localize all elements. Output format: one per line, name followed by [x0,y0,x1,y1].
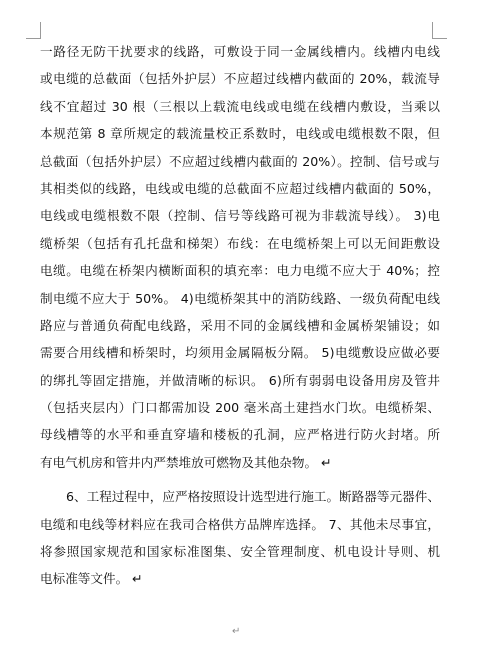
text-line: 的绑扎等固定措施，并做清晰的标识。 6)所有弱弱电设备用房及管井 [40,372,440,388]
text-line: 母线槽等的水平和垂直穿墙和楼板的孔洞，应严格进行防火封堵。所 [40,427,440,443]
text-line: 电缆和电线等材料应在我司合格供方品牌库选择。 7、其他未尽事宜， [40,516,440,532]
text-line: 总截面（包括外护层）不应超过线槽内截面的 20%）。控制、信号或与 [40,153,440,169]
text-line: 电缆。电缆在桥架内横断面积的填充率：电力电缆不应大于 40%；控 [40,263,440,279]
text-line: 其相类似的线路，电线或电缆的总截面不应超过线槽内截面的 50%， [40,180,440,196]
crop-mark-top-left [26,22,41,39]
text-line: 缆桥架（包括有孔托盘和梯架）布线：在电缆桥架上可以无间距敷设 [40,235,440,251]
text-line: （包括夹层内）门口都需加设 200 毫米高土建挡水门坎。电缆桥架、 [40,400,440,416]
paragraph-mark-icon: ↵ [232,626,241,637]
text-line: 6、工程过程中，应严格按照设计选型进行施工。断路器等元器件、 [66,489,440,505]
text-line: 电标准等文件。 ↵ [40,571,143,587]
text-line: 线不宜超过 30 根（三根以上载流电线或电缆在线槽内敷设，当乘以 [40,98,440,114]
paragraph [40,38,440,476]
text-line: 一路径无防干扰要求的线路，可敷设于同一金属线槽内。线槽内电线 [40,44,440,59]
text-line: 将参照国家规范和国家标准图集、安全管理制度、机电设计导则、机 [40,544,440,560]
text-line: 需要合用线槽和桥架时，均须用金属隔板分隔。 5)电缆敷设应做必要 [40,345,440,361]
paragraph [40,483,440,593]
text-line: 有电气机房和管井内严禁堆放可燃物及其他杂物。 ↵ [40,454,332,470]
document-body[interactable] [40,38,440,593]
text-line: 制电缆不应大于 50%。 4)电缆桥架其中的消防线路、一级负荷配电线 [40,290,440,306]
text-line: 或电缆的总截面（包括外护层）不应超过线槽内截面的 20%，载流导 [40,71,440,87]
text-line: 路应与普通负荷配电线路，采用不同的金属线槽和金属桥架铺设；如 [40,317,440,333]
text-line: 本规范第 8 章所规定的载流量校正系数时，电线或电缆根数不限，但 [40,126,440,142]
crop-mark-top-right [432,22,447,39]
text-line: 电线或电缆根数不限（控制、信号等线路可视为非载流导线）。 3)电 [40,208,440,224]
